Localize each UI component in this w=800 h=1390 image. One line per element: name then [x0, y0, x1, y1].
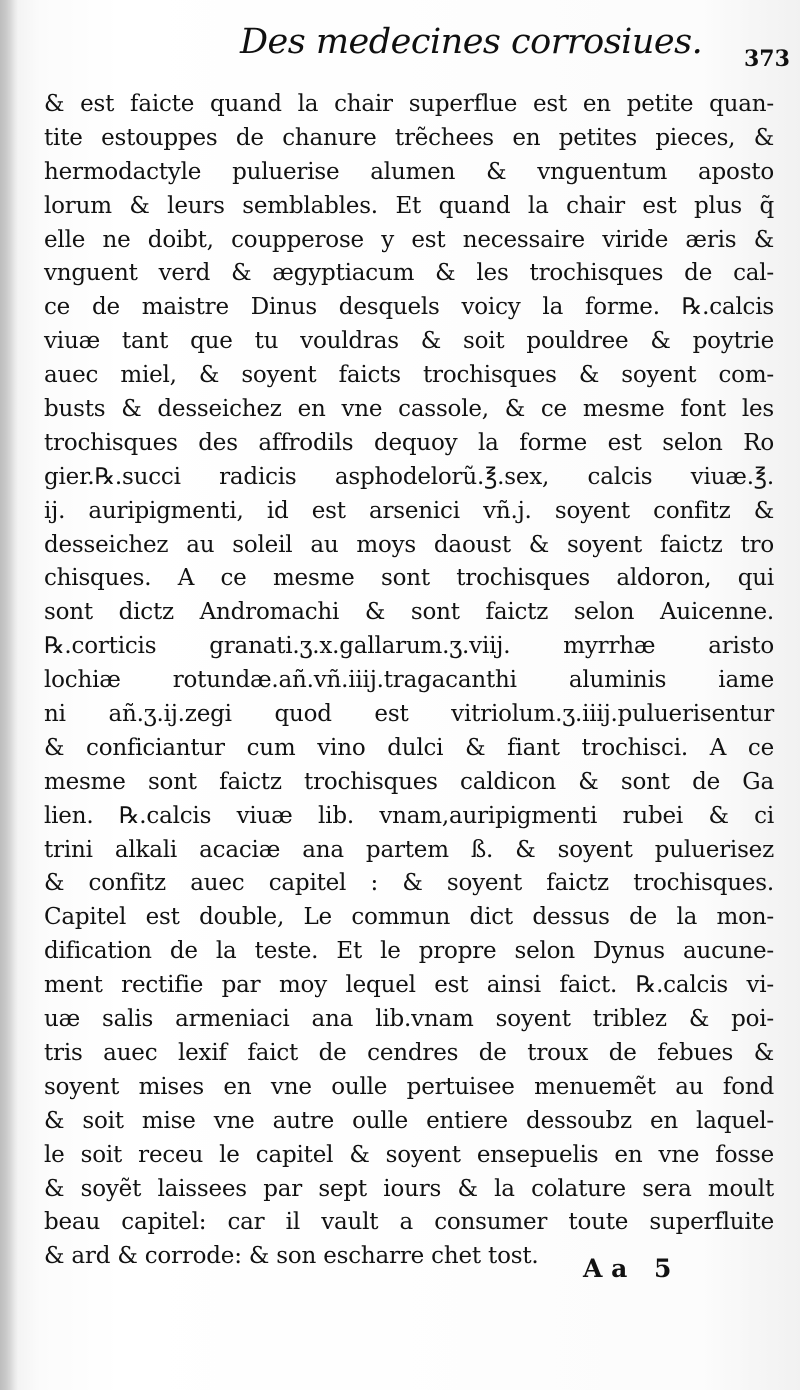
text-line: gier.℞.succi radicis asphodelorũ.℥.sex, calcis viuæ.℥.: [44, 463, 774, 490]
body-text: [44, 88, 774, 1274]
text-line: uæ salis armeniaci ana lib.vnam soyent triblez & poi-: [44, 1006, 774, 1033]
text-line: ni añ.ʒ.ij.zegi quod est vitriolum.ʒ.iiij.puluerisentur: [44, 701, 774, 728]
text-line: trini alkali acaciæ ana partem ß. & soyent puluerisez: [44, 836, 774, 863]
text-line: busts & desseichez en vne cassole, & ce mesme font les: [44, 396, 774, 423]
signature-letters: A a: [583, 1254, 628, 1283]
text-line: beau capitel: car il vault a consumer toute superfluite: [44, 1209, 774, 1236]
text-line: auec miel, & soyent faicts trochisques & soyent com-: [44, 362, 774, 389]
text-line: & est faicte quand la chair superflue est en petite quan-: [44, 91, 774, 117]
running-head: [0, 10, 800, 80]
page-title: Des medecines corrosiues.: [240, 22, 703, 62]
text-line-last: & ard & corrode: & son escharre chet tost.: [44, 1243, 539, 1270]
text-line: lien. ℞.calcis viuæ lib. vnam,auripigmenti rubei & ci: [44, 802, 774, 829]
text-line: chisques. A ce mesme sont trochisques aldoron, qui: [44, 565, 774, 592]
text-line: & conficiantur cum vino dulci & fiant trochisci. A ce: [44, 734, 774, 761]
text-line: lochiæ rotundæ.añ.vñ.iiij.tragacanthi aluminis iame: [44, 667, 774, 694]
text-line: sont dictz Andromachi & sont faictz selon Auicenne.: [44, 599, 774, 626]
text-line: & soit mise vne autre oulle entiere dessoubz en laquel-: [44, 1107, 774, 1134]
text-line: Capitel est double, Le commun dict dessus de la mon-: [44, 904, 774, 931]
text-line: ℞.corticis granati.ʒ.x.gallarum.ʒ.viij. myrrhæ aristo: [44, 633, 774, 660]
text-line: dification de la teste. Et le propre selon Dynus aucune-: [44, 938, 774, 965]
text-line: ment rectifie par moy lequel est ainsi faict. ℞.calcis vi-: [44, 972, 774, 999]
page-number: 373: [744, 46, 790, 72]
text-line: desseichez au soleil au moys daoust & soyent faictz tro: [44, 531, 774, 558]
text-line: lorum & leurs semblables. Et quand la chair est plus q̃: [44, 192, 774, 219]
text-line: tite estouppes de chanure trẽchees en petites pieces, &: [44, 124, 774, 151]
text-line: vnguent verd & ægyptiacum & les trochisques de cal-: [44, 260, 774, 287]
text-line: le soit receu le capitel & soyent ensepuelis en vne fosse: [44, 1141, 774, 1168]
text-line: viuæ tant que tu vouldras & soit pouldree & poytrie: [44, 328, 774, 355]
text-line: tris auec lexif faict de cendres de troux de febues &: [44, 1039, 774, 1066]
text-line: & confitz auec capitel : & soyent faictz trochisques.: [44, 870, 774, 897]
text-line: & soyẽt laissees par sept iours & la colature sera moult: [44, 1175, 774, 1202]
signature-number: 5: [654, 1254, 672, 1283]
text-line: elle ne doibt, coupperose y est necessaire viride æris &: [44, 226, 774, 253]
text-line: hermodactyle puluerise alumen & vnguentum aposto: [44, 158, 774, 185]
text-line: ij. auripigmenti, id est arsenici vñ.j. soyent confitz &: [44, 497, 774, 524]
text-line: mesme sont faictz trochisques caldicon & sont de Ga: [44, 768, 774, 795]
signature-mark: [0, 1254, 800, 1294]
text-line: ce de maistre Dinus desquels voicy la forme. ℞.calcis: [44, 294, 774, 321]
text-line: trochisques des affrodils dequoy la forme est selon Ro: [44, 429, 774, 456]
text-line: soyent mises en vne oulle pertuisee menuemẽt au fond: [44, 1073, 774, 1100]
